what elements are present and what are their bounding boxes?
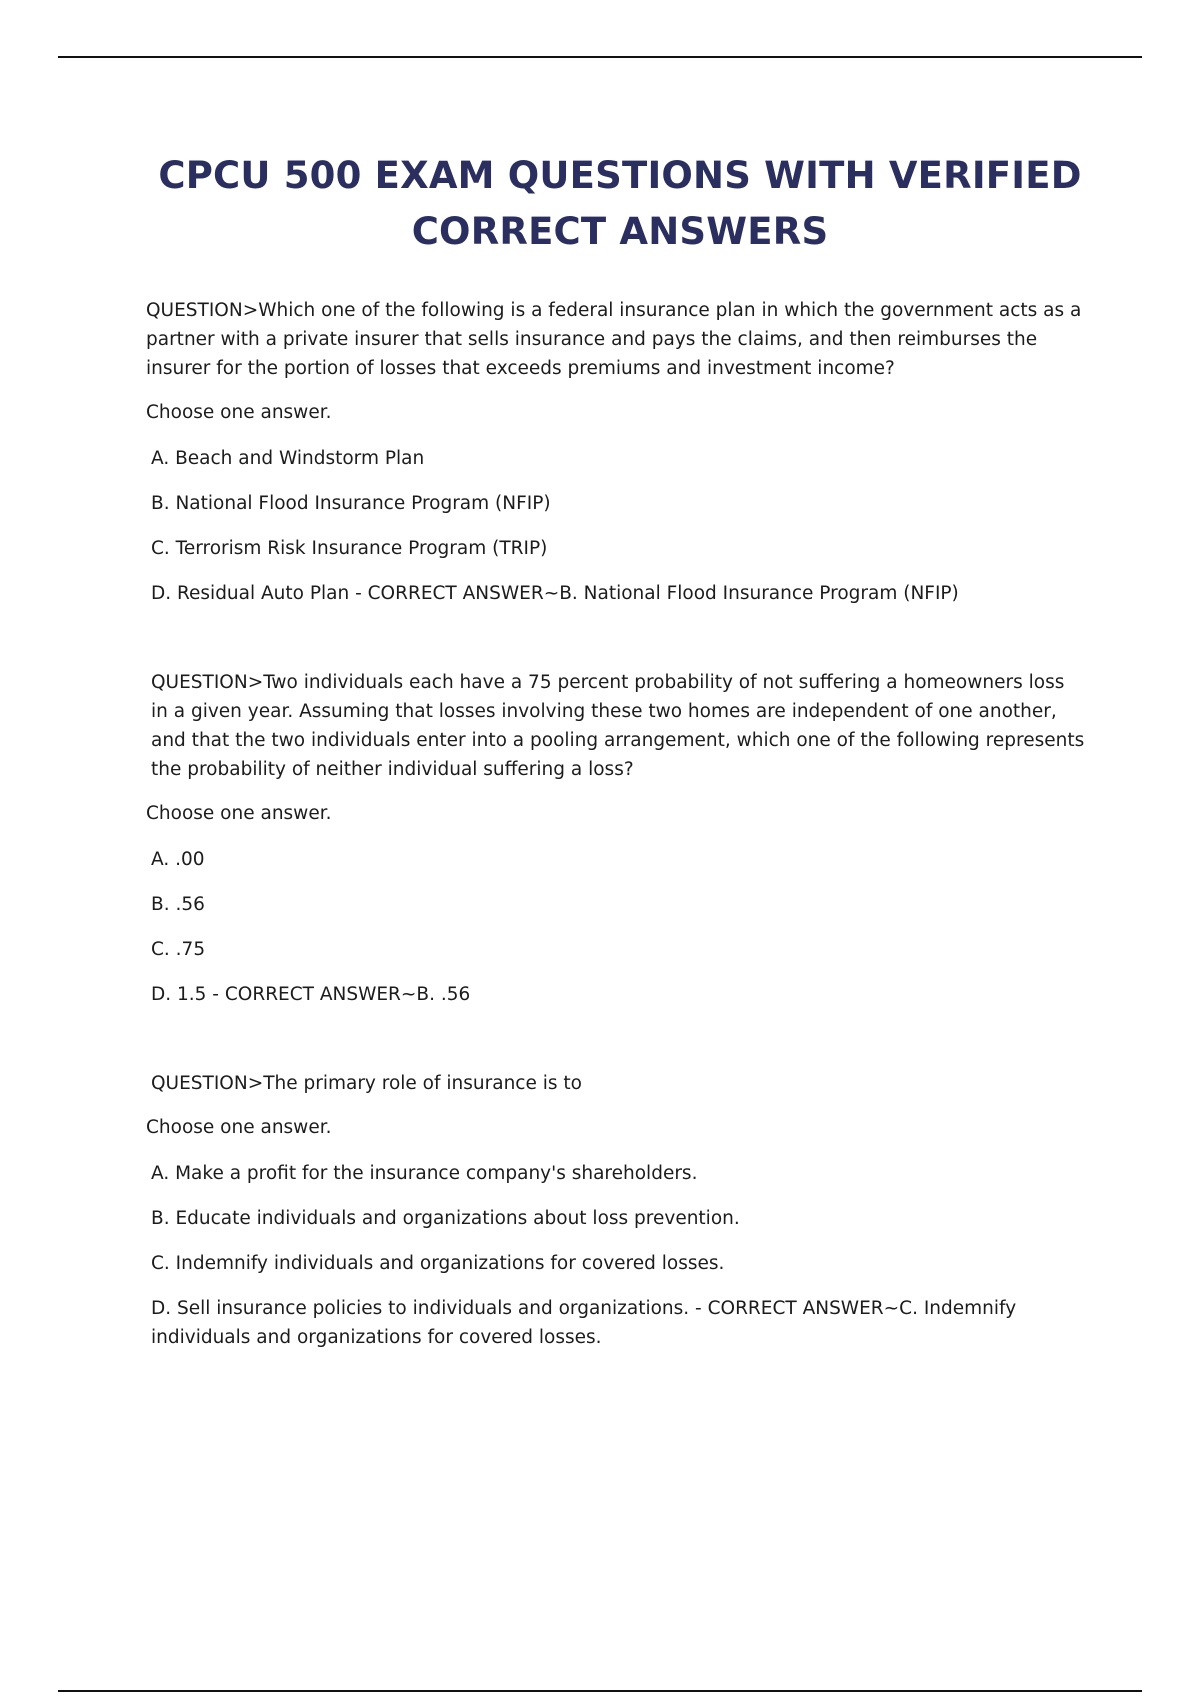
answer-option-c: C. Terrorism Risk Insurance Program (TRIP)	[151, 538, 548, 559]
answer-option-c: C. Indemnify individuals and organizations for covered losses.	[151, 1253, 725, 1274]
answer-option-d: D. 1.5 - CORRECT ANSWER~B. .56	[151, 984, 471, 1005]
choose-prompt: Choose one answer.	[146, 803, 332, 824]
choose-prompt: Choose one answer.	[146, 402, 332, 423]
title-line-1: CPCU 500 EXAM QUESTIONS WITH VERIFIED	[158, 154, 1082, 197]
questions-list	[146, 296, 1086, 1352]
answer-option-d: D. Sell insurance policies to individuals and organizations. - CORRECT ANSWER~C. Indemnify individuals and organizations for covered losses.	[151, 1298, 1017, 1348]
question-text: QUESTION>Two individuals each have a 75 percent probability of not suffering a homeowners loss in a given year. Assuming that losses involving these two homes are independent of one another, and that the two individuals enter into a pooling arrangement, which one of the following represents the probability of neither individual suffering a loss?	[151, 672, 1085, 780]
answer-option-c: C. .75	[151, 939, 206, 960]
choose-prompt: Choose one answer.	[146, 1117, 332, 1138]
answer-option-d: D. Residual Auto Plan - CORRECT ANSWER~B. National Flood Insurance Program (NFIP)	[151, 583, 959, 604]
question-block-3	[146, 1069, 1086, 1352]
answer-option-b: B. National Flood Insurance Program (NFIP)	[151, 493, 551, 514]
question-text: QUESTION>The primary role of insurance is to	[151, 1073, 582, 1094]
answer-option-a: A. Beach and Windstorm Plan	[151, 448, 425, 469]
title-line-2: CORRECT ANSWERS	[411, 210, 829, 253]
answer-option-a: A. Make a profit for the insurance company's shareholders.	[151, 1163, 698, 1184]
top-rule	[58, 56, 1142, 58]
question-block-1	[146, 296, 1086, 608]
page-title	[100, 148, 1140, 260]
bottom-rule	[58, 1690, 1142, 1692]
answer-option-b: B. .56	[151, 894, 205, 915]
answer-option-a: A. .00	[151, 849, 205, 870]
question-block-2	[146, 668, 1086, 1009]
answer-option-b: B. Educate individuals and organizations about loss prevention.	[151, 1208, 740, 1229]
question-text: QUESTION>Which one of the following is a federal insurance plan in which the government acts as a partner with a private insurer that sells insurance and pays the claims, and then reimburses the insurer for the portion of losses that exceeds premiums and investment income?	[146, 300, 1082, 379]
